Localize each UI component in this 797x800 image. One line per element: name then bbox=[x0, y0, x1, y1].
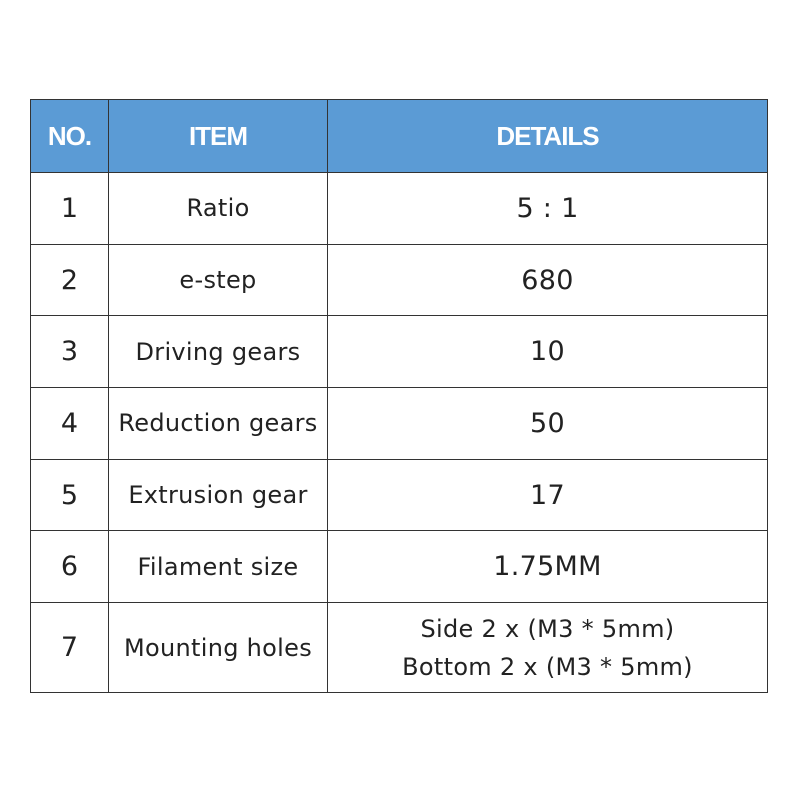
row-number: 5 bbox=[31, 459, 109, 531]
item-details bbox=[328, 603, 768, 693]
header-row bbox=[31, 100, 768, 173]
item-name: Mounting holes bbox=[109, 603, 328, 693]
table-body bbox=[31, 173, 768, 693]
item-name: Driving gears bbox=[109, 316, 328, 388]
item-details: 680 bbox=[328, 244, 768, 316]
table-row bbox=[31, 459, 768, 531]
item-details: 17 bbox=[328, 459, 768, 531]
item-name: Filament size bbox=[109, 531, 328, 603]
header-no: NO. bbox=[31, 100, 109, 173]
row-number: 4 bbox=[31, 388, 109, 460]
table-row bbox=[31, 244, 768, 316]
row-number: 6 bbox=[31, 531, 109, 603]
row-number: 3 bbox=[31, 316, 109, 388]
item-details: 1.75MM bbox=[328, 531, 768, 603]
item-details: 50 bbox=[328, 388, 768, 460]
row-number: 7 bbox=[31, 603, 109, 693]
item-name: Reduction gears bbox=[109, 388, 328, 460]
table-row bbox=[31, 531, 768, 603]
details-line: Side 2 x (M3 * 5mm) bbox=[420, 614, 675, 643]
details-line: Bottom 2 x (M3 * 5mm) bbox=[402, 652, 693, 681]
header-details: DETAILS bbox=[328, 100, 768, 173]
item-name: e-step bbox=[109, 244, 328, 316]
table-row bbox=[31, 316, 768, 388]
row-number: 2 bbox=[31, 244, 109, 316]
item-details: 5 : 1 bbox=[328, 173, 768, 245]
table-header bbox=[31, 100, 768, 173]
header-item: ITEM bbox=[109, 100, 328, 173]
item-details: 10 bbox=[328, 316, 768, 388]
table-row bbox=[31, 173, 768, 245]
table-row bbox=[31, 388, 768, 460]
specification-table bbox=[30, 99, 768, 693]
row-number: 1 bbox=[31, 173, 109, 245]
item-name: Extrusion gear bbox=[109, 459, 328, 531]
item-name: Ratio bbox=[109, 173, 328, 245]
table-row bbox=[31, 603, 768, 693]
